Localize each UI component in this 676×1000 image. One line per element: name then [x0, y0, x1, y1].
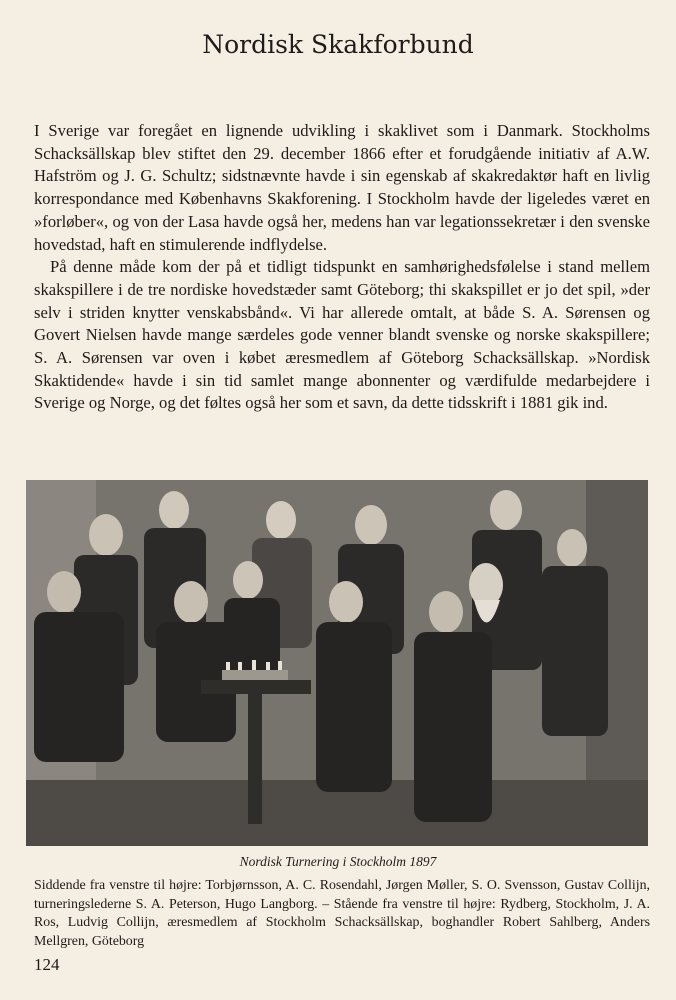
paragraph-1: I Sverige var foregået en lignende udvikling i skaklivet som i Danmark. Stockholms Schacksällskap blev stiftet den 29. december 1866 efter et forudgående initiativ af A.W. Hafström og J. G. Schultz; sidstnævnte havde i sin egenskab af skakredaktør haft en livlig korrespondance med Københavns Skakforening. I Stockholm havde der ligeledes været en »forløber«, og von der Lasa havde også her, medens han var legationssekretær i den svenske hovedstad, haft en stimulerende indflydelse. — [34, 121, 650, 254]
photo-caption-text: Siddende fra venstre til højre: Torbjørnsson, A. C. Rosendahl, Jørgen Møller, S. O. Svensson, Gustav Collijn, turneringslederne S. A. Peterson, Hugo Langborg. – Stående fra venstre til højre: Rydberg, Stockholm, J. A. Ros, Ludvig Collijn, æresmedlem af Stockholm Schacksällskap, boghandler Robert Sahlberg, Anders Mellgren, Göteborg — [34, 878, 650, 949]
paragraph-2: På denne måde kom der på et tidligt tidspunkt en samhørighedsfølelse i stand mellem skakspillere i de tre nordiske hovedstæder samt Göteborg; thi skakspillet er jo det spil, »der selv i striden knytter venskabsbånd«. Vi har allerede omtalt, at både S. A. Sørensen og Govert Nielsen havde mange særdeles gode venner blandt svenske og norske skakspillere; S. A. Sørensen var oven i købet æresmedlem af Göteborg Schacksällskap. »Nordisk Skaktidende« havde i sin tid samlet mange abonnenter og værdifulde medarbejdere i Sverige og Norge, og det føltes også her som et savn, da dette tidsskrift i 1881 gik ind. — [34, 257, 650, 413]
body-text — [34, 120, 650, 415]
photo-caption-title: Nordisk Turnering i Stockholm 1897 — [239, 854, 437, 869]
page-number: 124 — [34, 955, 60, 974]
group-photo — [26, 480, 648, 846]
page-title: Nordisk Skakforbund — [202, 30, 474, 59]
group-photo-illustration — [26, 480, 648, 846]
